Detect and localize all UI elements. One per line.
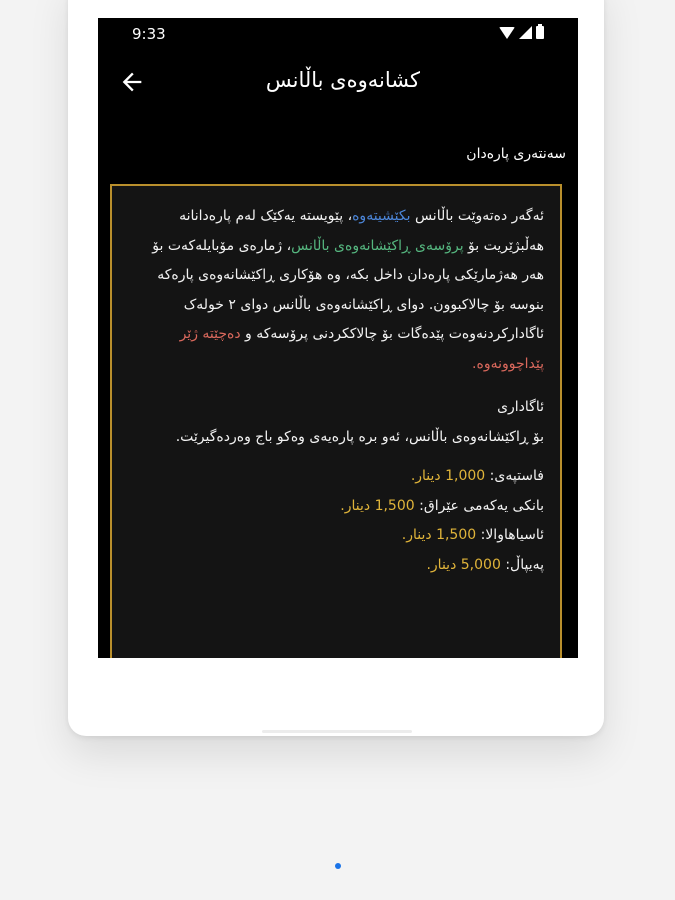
fee-amount: 5,000 دینار.: [426, 556, 501, 573]
fee-item: [128, 462, 544, 492]
fee-name: بانکی یەکەمی عێراق:: [419, 497, 544, 514]
instructions-part1: ئەگەر دەتەوێت باڵانس: [410, 208, 544, 224]
spacer: [128, 379, 544, 393]
review-link[interactable]: دەچێتە ژێر پێداچوونەوە.: [179, 326, 544, 372]
signal-icon: [519, 26, 532, 39]
fee-amount: 1,500 دینار.: [401, 527, 477, 543]
withdraw-info-box: [110, 184, 562, 658]
home-indicator: [262, 730, 412, 733]
wifi-icon: [499, 27, 515, 39]
fee-name: ئاسیاهاوالا:: [480, 527, 544, 543]
arrow-back-icon[interactable]: [118, 68, 146, 96]
page-indicator-dot: [335, 863, 341, 869]
status-time: 9:33: [132, 25, 166, 43]
withdraw-link[interactable]: بکێشیتەوە: [352, 208, 411, 224]
fee-item: [128, 492, 544, 522]
page-title: کشانەوەی باڵانس: [265, 68, 420, 92]
fee-name: فاستپەی:: [489, 468, 544, 484]
warning-text: بۆ ڕاکێشانەوەی باڵانس، ئەو برە پارەیەی وەکو باج وەردەگیرێت.: [175, 428, 544, 445]
status-icons: [499, 26, 544, 39]
instructions-part3: ، ژمارەی مۆبایلەکەت بۆ هەر هەژمارێکی پارەدان داخل بکە، وە هۆکاری ڕاکێشانەوەی پارەکە بنوسە بۆ چالاکبوون. دوای ڕاکێشانەوەی باڵانس دوای ٢ خولەک ئاگادارکردنەوەت پێدەگات بۆ چالاککردنی پرۆسەکە و: [152, 237, 544, 342]
app-screen: [98, 18, 578, 658]
app-bar: [98, 58, 578, 106]
withdraw-process-link[interactable]: پرۆسەی ڕاکێشانەوەی باڵانس: [291, 237, 464, 254]
fee-item: [128, 551, 544, 581]
instructions-part2: ، پێویستە یەکێک لەم پارەدانانە هەڵبژێریت بۆ: [179, 208, 544, 254]
fee-list: [128, 462, 544, 580]
fee-item: [128, 521, 544, 551]
status-bar: [98, 18, 578, 50]
fee-name: پەیپاڵ:: [505, 556, 544, 573]
battery-icon: [536, 26, 544, 39]
instructions-text: [128, 202, 544, 379]
fee-amount: 1,000 دینار.: [410, 468, 486, 484]
warning-title: ئاگاداری: [497, 399, 544, 415]
fee-amount: 1,500 دینار.: [340, 497, 415, 514]
section-label: سەنتەری پارەدان: [466, 146, 566, 162]
